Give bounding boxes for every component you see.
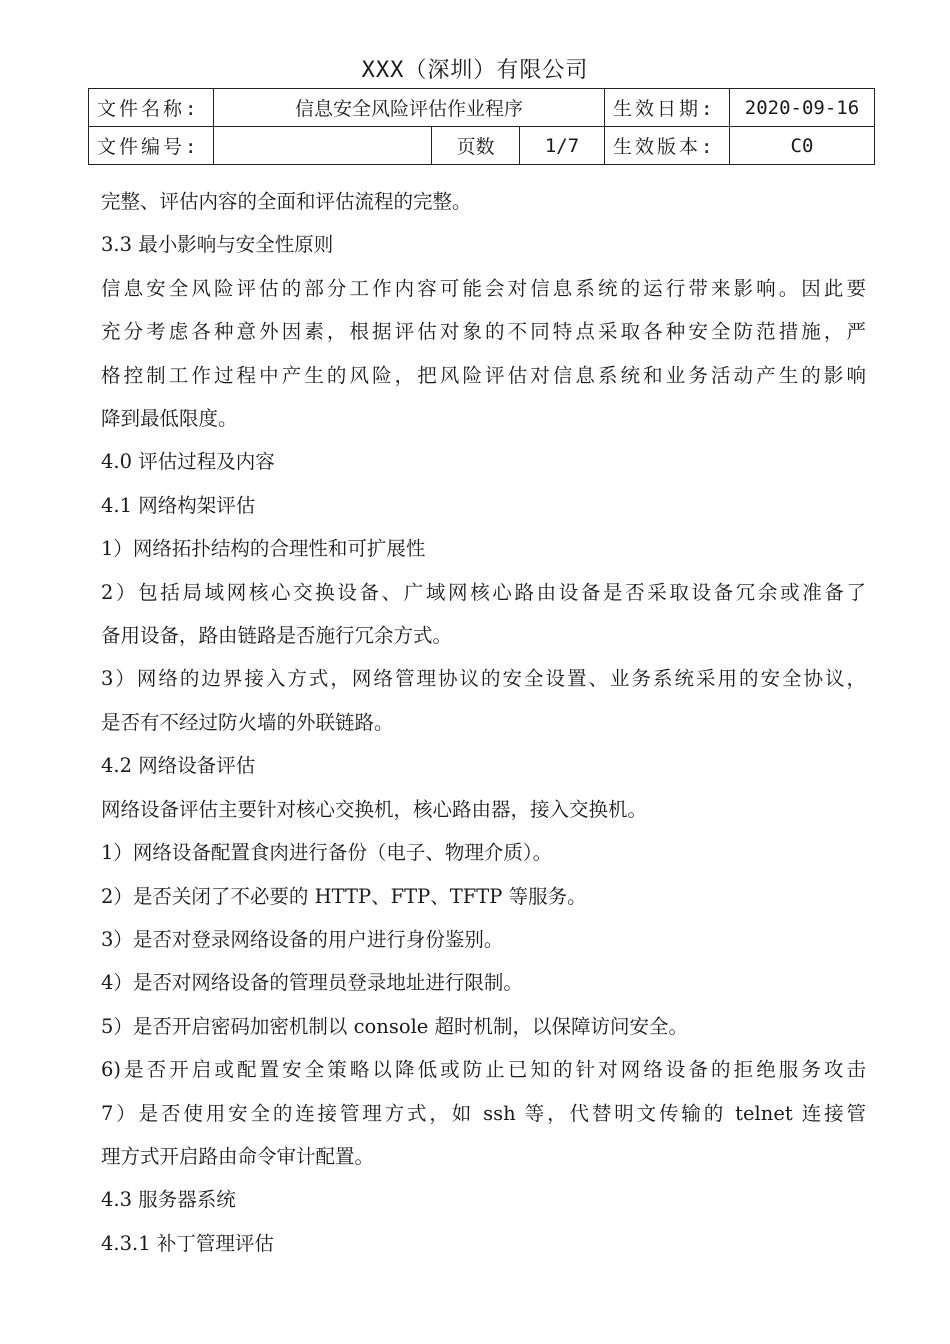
list-item: 3）网络的边界接入方式，网络管理协议的安全设置、业务系统采用的安全协议， <box>101 667 866 691</box>
list-item: 4）是否对网络设备的管理员登录地址进行限制。 <box>101 971 523 995</box>
body-line: 充分考虑各种意外因素，根据评估对象的不同特点采取各种安全防范措施，严 <box>101 320 866 344</box>
section-heading-4-3-1: 4.3.1 补丁管理评估 <box>101 1231 274 1255</box>
effective-date-label: 生效日期: <box>605 89 730 127</box>
section-heading-4-2: 4.2 网络设备评估 <box>101 754 256 778</box>
body-line: 格控制工作过程中产生的风险，把风险评估对信息系统和业务活动产生的影响 <box>101 363 866 387</box>
document-header-table <box>88 88 875 165</box>
list-item: 6)是否开启或配置安全策略以降低或防止已知的针对网络设备的拒绝服务攻击 <box>101 1058 866 1082</box>
file-number-label: 文件编号: <box>89 127 214 165</box>
header-row-2 <box>89 127 875 165</box>
body-line: 完整、评估内容的全面和评估流程的完整。 <box>101 190 472 213</box>
body-line: 理方式开启路由命令审计配置。 <box>101 1144 375 1168</box>
file-name-label: 文件名称: <box>89 89 214 127</box>
file-number-value <box>214 127 432 165</box>
list-item: 3）是否对登录网络设备的用户进行身份鉴别。 <box>101 927 504 951</box>
body-line: 信息安全风险评估的部分工作内容可能会对信息系统的运行带来影响。因此要 <box>101 276 866 300</box>
company-title: XXX（深圳）有限公司 <box>361 58 589 83</box>
effective-version-value: C0 <box>730 127 875 165</box>
list-item: 5）是否开启密码加密机制以 console 超时机制，以保障访问安全。 <box>101 1014 689 1038</box>
effective-date-value: 2020-09-16 <box>730 89 875 127</box>
file-name-value: 信息安全风险评估作业程序 <box>214 89 605 127</box>
section-heading-4-1: 4.1 网络构架评估 <box>101 493 256 517</box>
header-row-1 <box>89 89 875 127</box>
section-heading-3-3: 3.3 最小影响与安全性原则 <box>101 233 334 257</box>
pages-value: 1/7 <box>520 127 605 165</box>
body-line: 备用设备，路由链路是否施行冗余方式。 <box>101 624 453 648</box>
list-item: 2）包括局域网核心交换设备、广域网核心路由设备是否采取设备冗余或准备了 <box>101 580 866 604</box>
section-heading-4-0: 4.0 评估过程及内容 <box>101 450 275 474</box>
list-item: 1）网络拓扑结构的合理性和可扩展性 <box>101 537 426 561</box>
section-heading-4-3: 4.3 服务器系统 <box>101 1188 236 1212</box>
pages-label: 页数 <box>432 127 520 165</box>
list-item: 2）是否关闭了不必要的 HTTP、FTP、TFTP 等服务。 <box>101 884 587 908</box>
document-body <box>101 180 866 1265</box>
effective-version-label: 生效版本: <box>605 127 730 165</box>
body-line: 是否有不经过防火墙的外联链路。 <box>101 710 394 734</box>
list-item: 1）网络设备配置食肉进行备份（电子、物理介质）。 <box>101 841 553 865</box>
list-item: 7）是否使用安全的连接管理方式，如 ssh 等，代替明文传输的 telnet 连接管 <box>101 1101 866 1125</box>
body-line: 降到最低限度。 <box>101 407 238 431</box>
body-line: 网络设备评估主要针对核心交换机，核心路由器，接入交换机。 <box>101 797 648 821</box>
